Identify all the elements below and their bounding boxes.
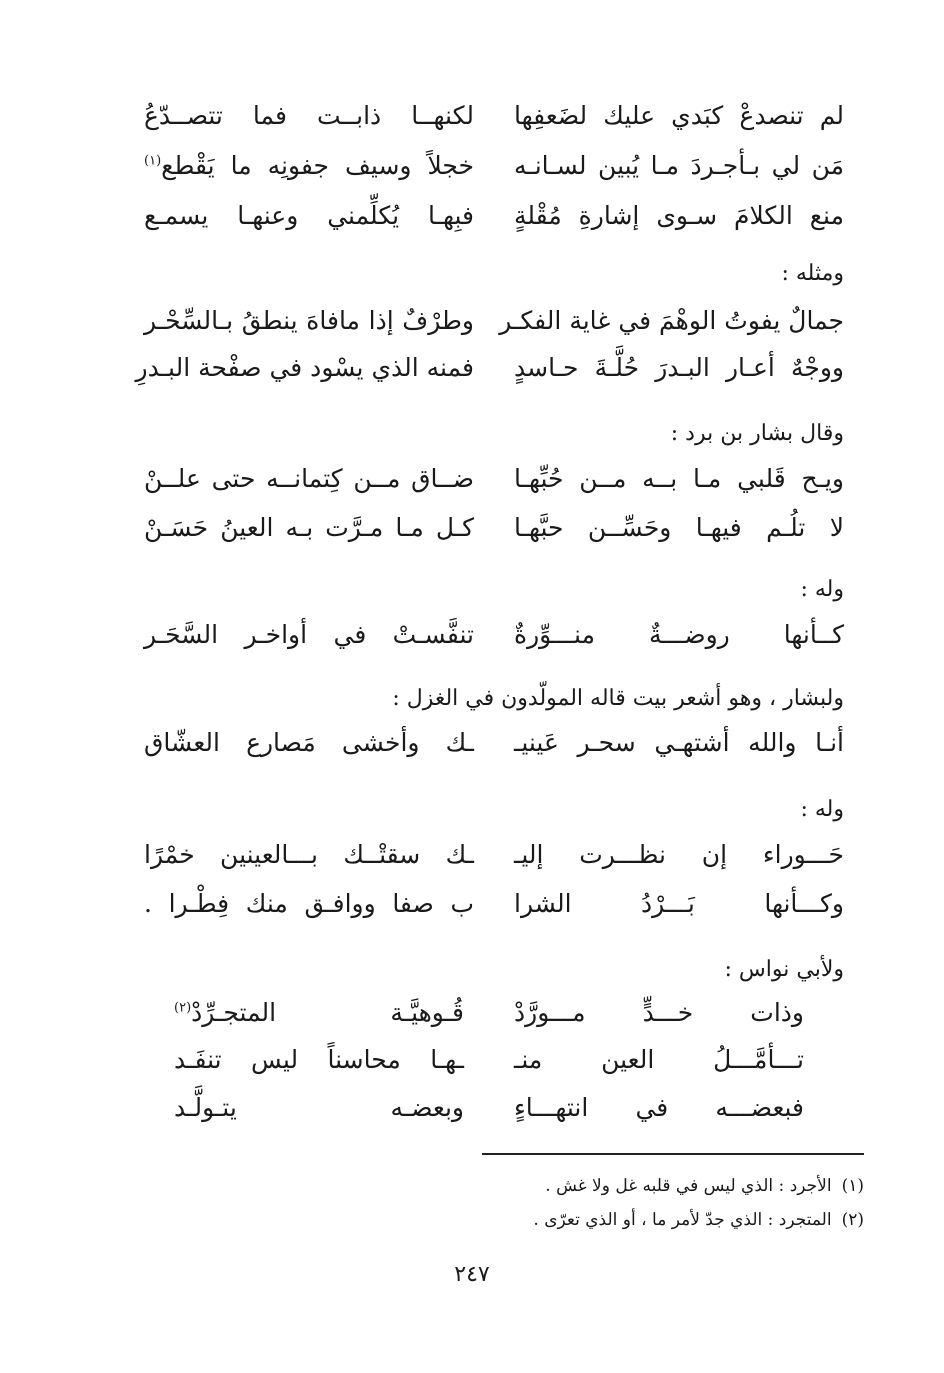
- verse-second-hemistich: كـل مـا مـرَّت بـه العينُ حَسَـنْ: [144, 513, 474, 542]
- section-intro: ومثله :: [781, 261, 844, 286]
- verse-line: [135, 345, 844, 391]
- verse-line: [144, 456, 844, 502]
- verse-line: [144, 881, 844, 927]
- verse-line: [174, 1037, 804, 1083]
- verse-first-hemistich: تـــأمَّـــلُ العين منـ: [514, 1045, 804, 1074]
- verse-second-hemistich: ـهـا محاسناً ليس تنفَـد: [174, 1045, 464, 1074]
- verse-line: [144, 505, 844, 551]
- verse-first-hemistich: كــأنها روضـــةٌ منـــوِّرةٌ: [514, 620, 844, 649]
- footnote-number: (٢): [841, 1210, 864, 1230]
- verse-second-hemistich: ب صفا ووافـق منك فِطْـرا .: [144, 889, 474, 918]
- verse-second-hemistich: تنفَّسـتْ في أواخـر السَّحَـر: [144, 620, 474, 649]
- verse-first-hemistich: ووجْهٌ أعـار البـدرَ حُلَّـةَ حـاسدٍ: [514, 353, 844, 382]
- verse-second-hemistich: لكنهــا ذابــت فما تتصــدّعُ: [144, 101, 474, 130]
- verse-line: [144, 612, 844, 658]
- verse-second-hemistich: [144, 143, 474, 189]
- section-intro: وقال بشار بن برد :: [670, 421, 844, 446]
- verse-line: [174, 1085, 804, 1131]
- verse-second-hemistich: فمنه الذي يسْود في صفْحة البـدرِ: [135, 353, 474, 382]
- verse-second-hemistich: وطرْفٌ إذا مافاهَ ينطقُ بـالسِّحْـر: [144, 306, 474, 335]
- verse-first-hemistich: مَن لي بـأجـردَ مـا يُبين لسـانـه: [514, 151, 844, 180]
- verse-line: [144, 193, 844, 239]
- verse-line: [144, 832, 844, 878]
- verse-second-hemistich: فبِهـا يُكلِّمني وعنهـا يسمـع: [144, 201, 474, 230]
- footnote: [304, 1206, 864, 1234]
- verse-first-hemistich: حَـــوراء إن نظـــرت إليـ: [514, 840, 844, 869]
- verse-second-hemistich: [174, 990, 464, 1036]
- footnote-text: المتجرد : الذي جدّ لأمر ما ، أو الذي تعرّى .: [533, 1210, 832, 1230]
- footnote-divider: [482, 1153, 864, 1155]
- verse-line: [144, 720, 844, 766]
- section-intro: ولأبي نواس :: [724, 957, 844, 982]
- footnote-marker: (٢): [174, 1000, 192, 1016]
- verse-line: [144, 298, 844, 344]
- verse-second-hemistich: ـك وأخشى مَصارع العشّاق: [144, 728, 474, 757]
- verse-first-hemistich: وكـــأنها بَـــرْدُ الشرا: [514, 889, 844, 918]
- section-intro: وله :: [800, 577, 844, 602]
- page-number: ٢٤٧: [454, 1262, 490, 1287]
- verse-second-hemistich: وبعضـه يتـولَّـد: [174, 1093, 464, 1122]
- verse-second-hemistich: ـك سقتْــك بـــالعينين خمْرًا: [144, 840, 474, 869]
- verse-first-hemistich: فبعضـــه في انتهـــاءٍ: [514, 1093, 804, 1122]
- footnote-text: الأجرد : الذي ليس في قلبه غل ولا غش .: [545, 1176, 832, 1196]
- section-intro: وله :: [800, 797, 844, 822]
- verse-line: [174, 990, 804, 1036]
- verse-first-hemistich: ويـح قَلبي مـا بــه مــن حُبِّهـا: [514, 464, 844, 493]
- verse-text: خجلاً وسيف جفونِه ما يَقْطع: [161, 151, 474, 180]
- verse-first-hemistich: أنـا والله أشتهـي سحـر عَينيـ: [514, 728, 844, 757]
- verse-first-hemistich: لم تنصدعْ كبَدي عليك لضَعفِها: [514, 101, 844, 130]
- verse-first-hemistich: جمالٌ يفوتُ الوهْمَ في غاية الفكـر: [499, 306, 844, 335]
- verse-second-hemistich: ضــاق مــن كِتمانــه حتى علــنْ: [144, 464, 474, 493]
- footnote: [304, 1172, 864, 1200]
- verse-first-hemistich: لا تلُـم فيهـا وحَسِّــن حبَّهـا: [514, 513, 844, 542]
- verse-text: قُـوهيَّـة المتجـرِّدْ: [191, 998, 464, 1027]
- verse-line: [144, 143, 844, 189]
- verse-line: [144, 93, 844, 139]
- footnote-number: (١): [841, 1176, 864, 1196]
- verse-first-hemistich: منع الكلامَ سـوى إشارةِ مُقْلةٍ: [514, 201, 844, 230]
- section-intro: ولبشار ، وهو أشعر بيت قاله المولّدون في الغزل :: [392, 686, 844, 711]
- verse-first-hemistich: وذات خـــدٍّ مـــورَّدْ: [514, 998, 804, 1027]
- footnote-marker: (١): [144, 153, 162, 169]
